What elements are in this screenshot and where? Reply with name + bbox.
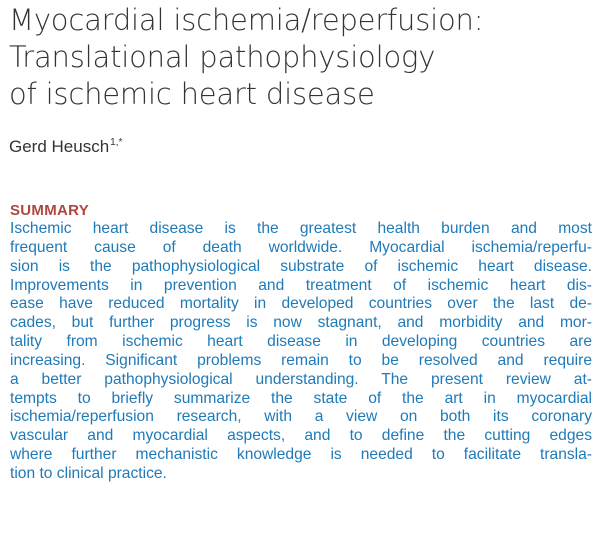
author-line (9, 137, 592, 157)
summary-abstract (10, 220, 592, 484)
summary-line: where further mechanistic knowledge is needed to facilitate transla- (10, 446, 592, 464)
summary-line: tality from ischemic heart disease in developing countries are (10, 333, 592, 351)
title-line: Translational pathophysiology (9, 40, 436, 74)
summary-line: ease have reduced mortality in developed countries over the last de- (10, 295, 592, 313)
summary-line: Ischemic heart disease is the greatest health burden and most (10, 220, 592, 237)
summary-line: Improvements in prevention and treatment of ischemic heart dis- (10, 276, 592, 294)
title-line: of ischemic heart disease (9, 77, 375, 111)
summary-line: tion to clinical practice. (10, 464, 167, 482)
summary-line: a better pathophysiological understanding. The present review at- (10, 370, 592, 388)
summary-line: tempts to briefly summarize the state of the art in myocardial (10, 389, 592, 407)
article-front-page (8, 0, 592, 484)
summary-line: vascular and myocardial aspects, and to define the cutting edges (10, 427, 592, 445)
summary-heading: SUMMARY (10, 202, 90, 219)
author-affiliation-marks: 1,* (110, 137, 123, 148)
summary-line: increasing. Significant problems remain to be resolved and require (10, 351, 592, 369)
summary-line: frequent cause of death worldwide. Myocardial ischemia/reperfu- (10, 238, 592, 256)
author-name: Gerd Heusch (9, 137, 110, 156)
summary-line: cades, but further progress is now stagnant, and morbidity and mor- (10, 314, 592, 332)
article-title (9, 2, 592, 113)
title-line: Myocardial ischemia/reperfusion: (9, 3, 484, 37)
summary-line: ischemia/reperfusion research, with a view on both its coronary (10, 408, 592, 426)
summary-line: sion is the pathophysiological substrate of ischemic heart disease. (10, 257, 592, 275)
